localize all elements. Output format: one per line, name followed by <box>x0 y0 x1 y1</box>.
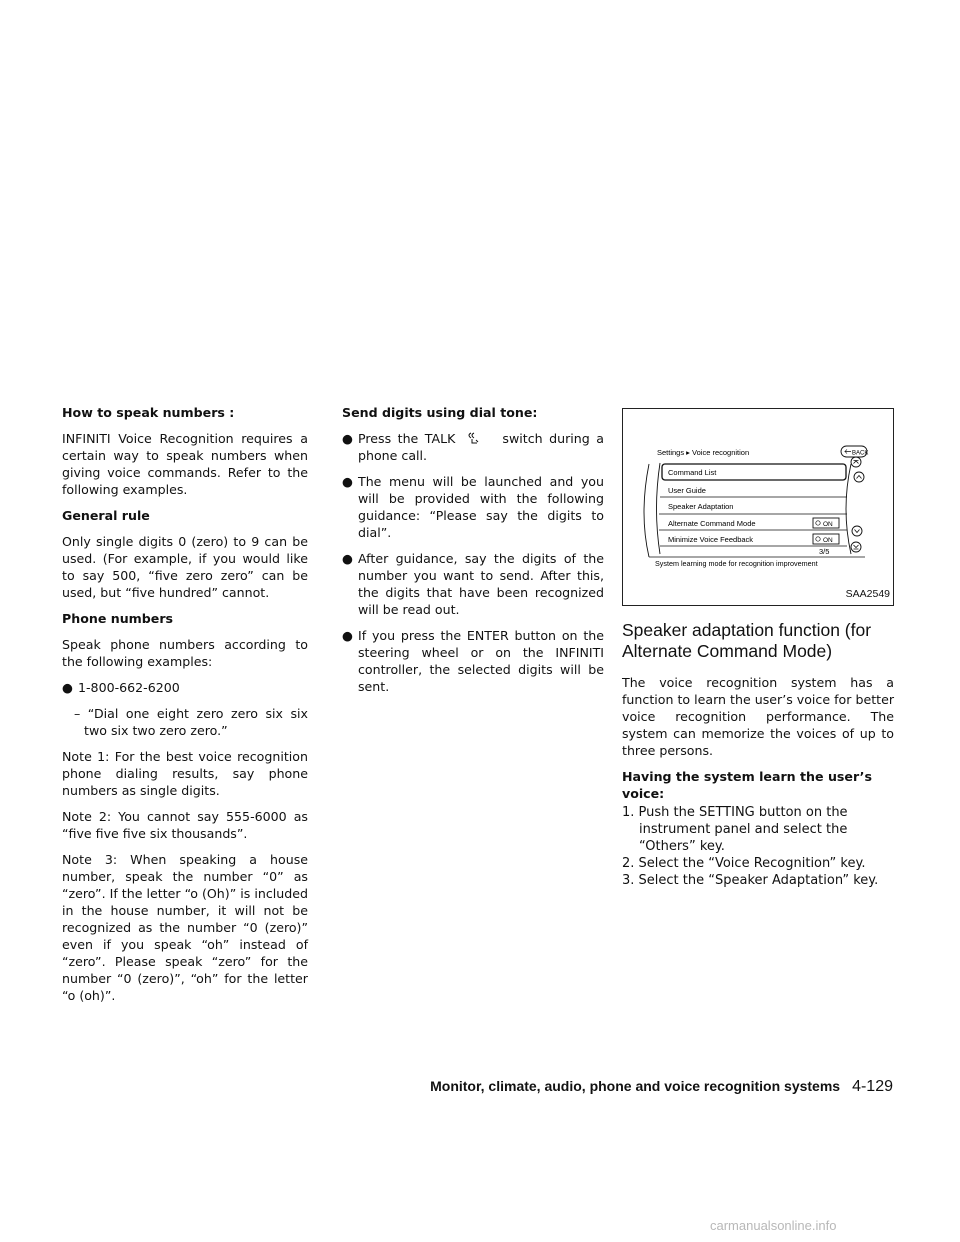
example-spoken: – “Dial one eight zero zero six six two six two zero zero.” <box>74 706 308 738</box>
adaptation-intro: The voice recognition system has a function to learn the user’s voice for better voice recognition performance. The system can memorize the voices of up to three persons. <box>622 675 894 758</box>
back-label: BACK <box>852 450 869 457</box>
toggle-label: ON <box>823 521 833 528</box>
list-item <box>342 550 604 618</box>
phone-numbers-paragraph: Speak phone numbers according to the following examples: <box>62 637 308 669</box>
screen-illustration <box>622 408 894 606</box>
menu-curve <box>657 463 661 554</box>
menu-item[interactable] <box>668 502 733 511</box>
general-rule-paragraph: Only single digits 0 (zero) to 9 can be used. (For example, if you would like to say 500, “five zero zero” can be used, but “five hundred” cannot. <box>62 534 308 600</box>
column-middle <box>342 404 604 704</box>
note-1: Note 1: For the best voice recognition phone dialing results, say phone numbers as single digits. <box>62 749 308 798</box>
bullet-dot: ● <box>62 680 73 695</box>
step-item: 2. Select the “Voice Recognition” key. <box>622 856 866 871</box>
example-number: 1-800-662-6200 <box>78 680 180 695</box>
menu-item-label: User Guide <box>668 486 706 495</box>
heading-how-to-speak-numbers: How to speak numbers : <box>62 405 235 420</box>
section-title-line-2: Alternate Command Mode) <box>622 641 833 661</box>
back-button[interactable] <box>841 446 868 457</box>
breadcrumb: Settings ▸ Voice recognition <box>657 448 750 457</box>
column-right <box>622 408 894 889</box>
section-title-line-1: Speaker adaptation function (for <box>622 620 872 640</box>
step-item: 3. Select the “Speaker Adaptation” key. <box>622 873 879 888</box>
bullet-dot: ● <box>342 551 353 566</box>
example-bullet <box>62 679 308 696</box>
talk-switch-icon <box>462 431 496 445</box>
heading-learn-voice: Having the system learn the user’s voice: <box>622 769 872 801</box>
bullet-dot: ● <box>342 474 353 489</box>
menu-item[interactable] <box>662 464 846 480</box>
bullet-4-text: If you press the ENTER button on the steering wheel or on the INFINITI controller, the selected digits will be sent. <box>358 628 604 694</box>
page-footer <box>0 1078 893 1096</box>
section-title <box>622 620 894 662</box>
list-item <box>342 430 604 464</box>
list-item <box>342 473 604 541</box>
bullet-dot: ● <box>342 628 353 643</box>
scroll-top-button[interactable] <box>851 457 861 467</box>
scroll-down-button[interactable] <box>852 526 862 536</box>
watermark: carmanualsonline.info <box>710 1218 837 1233</box>
menu-item[interactable] <box>668 486 706 495</box>
screen-drawing <box>623 409 893 605</box>
page-indicator: 3/5 <box>819 547 830 556</box>
step-item: 1. Push the SETTING button on the instrument panel and select the “Others” key. <box>622 805 848 854</box>
heading-general-rule: General rule <box>62 508 150 523</box>
toggle-on[interactable] <box>813 534 839 544</box>
page-number: 4-129 <box>852 1078 893 1095</box>
menu-item[interactable] <box>668 534 839 544</box>
menu-item-label: Minimize Voice Feedback <box>668 535 754 544</box>
note-3: Note 3: When speaking a house number, speak the number “0” as “zero”. If the letter “o (Oh)” is included in the house number, it will not be recognized as the number “0 (zero)” even if you speak “oh” instead of “zero”. Please speak “zero” for the number “0 (zero)”, “oh” for the letter “o (oh)”. <box>62 852 308 1003</box>
screen-bezel-left <box>644 464 649 557</box>
heading-phone-numbers: Phone numbers <box>62 611 174 626</box>
bullet-1-text-a: Press the TALK <box>358 431 456 446</box>
menu-item[interactable] <box>668 518 839 528</box>
status-text: System learning mode for recognition improvement <box>655 559 818 568</box>
intro-paragraph: INFINITI Voice Recognition requires a certain way to speak numbers when giving voice commands. Refer to the following examples. <box>62 431 308 497</box>
bullet-1-text-b: switch during a phone call. <box>358 431 604 463</box>
bullet-dot: ● <box>342 431 353 446</box>
figure-code: SAA2549 <box>845 588 890 600</box>
toggle-on[interactable] <box>813 518 839 528</box>
menu-curve-right <box>846 464 851 554</box>
toggle-label: ON <box>823 537 833 544</box>
column-left <box>62 404 308 1013</box>
heading-send-digits: Send digits using dial tone: <box>342 405 538 420</box>
steps-list <box>622 804 894 889</box>
menu-item-label: Command List <box>668 468 717 477</box>
bullet-3-text: After guidance, say the digits of the number you want to send. After this, the digits that have been recognized will be read out. <box>358 551 604 617</box>
menu-item-label: Alternate Command Mode <box>668 519 756 528</box>
scroll-bottom-button[interactable] <box>851 542 861 552</box>
note-2: Note 2: You cannot say 555-6000 as “five five five six thousands”. <box>62 809 308 841</box>
bullet-2-text: The menu will be launched and you will be provided with the following guidance: “Please say the digits to dial”. <box>358 474 604 540</box>
menu-item-label: Speaker Adaptation <box>668 502 734 511</box>
footer-section-name: Monitor, climate, audio, phone and voice recognition systems <box>430 1078 841 1094</box>
list-item <box>342 627 604 695</box>
scroll-up-button[interactable] <box>854 472 864 482</box>
